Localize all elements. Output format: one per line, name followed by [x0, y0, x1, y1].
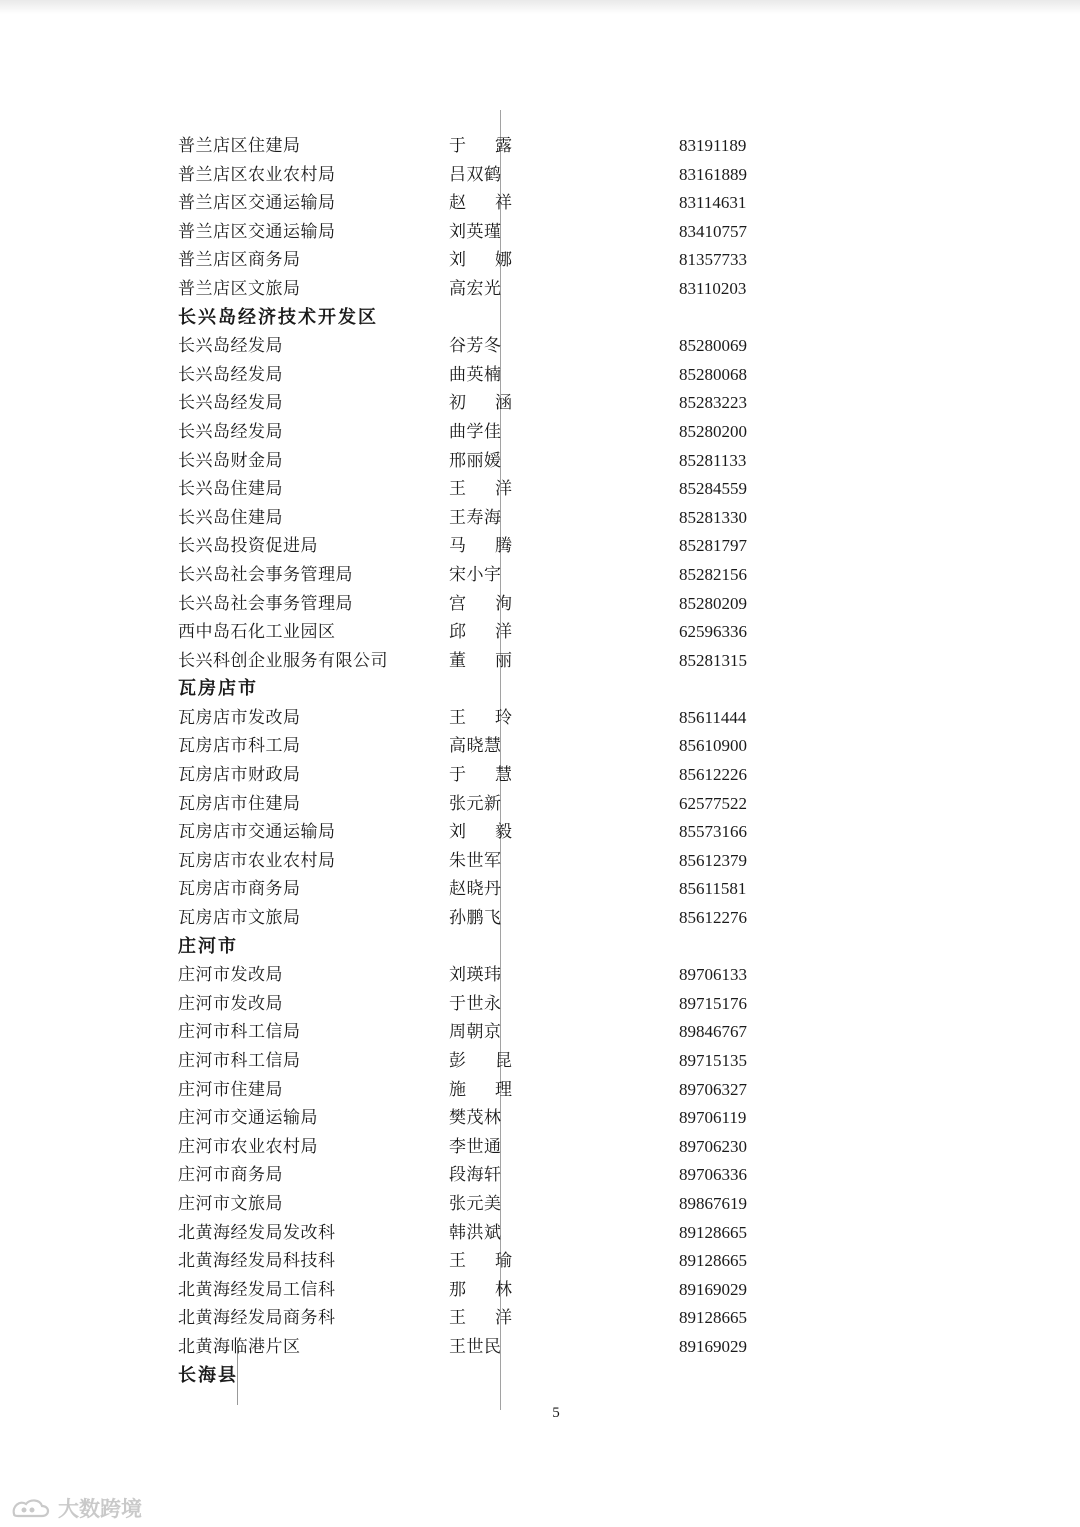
contact-row [0, 875, 1080, 904]
contact-person: 邢丽媛 [449, 450, 502, 471]
contact-row [0, 990, 1080, 1019]
phone-number: 83161889 [679, 164, 747, 184]
contact-person: 刘瑛玮 [449, 965, 502, 986]
contact-row [0, 904, 1080, 933]
contact-person: 王洋 [449, 479, 541, 500]
section-header [0, 933, 1080, 962]
phone-number: 85612276 [679, 908, 747, 928]
organization-name: 长兴岛经发局 [178, 421, 283, 442]
contact-row [0, 590, 1080, 619]
organization-name: 北黄海经发局发改科 [178, 1222, 336, 1243]
contact-row [0, 847, 1080, 876]
contact-person: 谷芳冬 [449, 336, 502, 357]
organization-name: 庄河市商务局 [178, 1165, 283, 1186]
contact-person: 马腾 [449, 536, 541, 557]
phone-number: 62596336 [679, 622, 747, 642]
watermark [10, 1493, 142, 1523]
contact-row [0, 218, 1080, 247]
watermark-text: 大数跨境 [58, 1497, 142, 1521]
contact-person: 施理 [449, 1079, 541, 1100]
contact-person: 张元美 [449, 1193, 502, 1214]
contact-person: 曲学佳 [449, 421, 502, 442]
contact-row [0, 418, 1080, 447]
contact-row [0, 1047, 1080, 1076]
phone-number: 89706119 [679, 1108, 747, 1128]
contact-row [0, 1104, 1080, 1133]
contact-row [0, 761, 1080, 790]
contact-person: 刘毅 [449, 822, 541, 843]
contact-person: 彭昆 [449, 1051, 541, 1071]
contact-row [0, 161, 1080, 190]
contact-person: 李世通 [449, 1136, 502, 1157]
contact-row [0, 475, 1080, 504]
contact-row [0, 189, 1080, 218]
contact-person: 高宏光 [449, 278, 502, 299]
phone-number: 85612379 [679, 850, 747, 870]
contact-person: 于露 [449, 136, 541, 156]
phone-number: 89128665 [679, 1251, 747, 1271]
organization-name: 长兴岛财金局 [178, 450, 283, 471]
contact-person: 吕双鹤 [449, 164, 502, 185]
contact-person: 宫洵 [449, 593, 541, 614]
phone-number: 89846767 [679, 1022, 747, 1042]
contact-row [0, 790, 1080, 819]
phone-number: 85283223 [679, 393, 747, 413]
contact-person: 董丽 [449, 650, 541, 671]
phone-number: 85280209 [679, 593, 747, 613]
contact-row [0, 704, 1080, 733]
scan-edge [0, 0, 1080, 14]
organization-name: 北黄海经发局工信科 [178, 1279, 336, 1300]
organization-name: 瓦房店市发改局 [178, 707, 301, 728]
contact-row [0, 618, 1080, 647]
organization-name: 长兴岛社会事务管理局 [178, 593, 353, 614]
contact-row [0, 332, 1080, 361]
phone-number: 83114631 [679, 193, 747, 213]
phone-number: 89706230 [679, 1136, 747, 1156]
organization-name: 北黄海经发局商务科 [178, 1308, 336, 1329]
contact-person: 高晓慧 [449, 736, 502, 757]
contact-person: 孙鹏飞 [449, 908, 502, 929]
contact-person: 王洋 [449, 1308, 541, 1329]
phone-number: 89715176 [679, 993, 747, 1013]
contact-row [0, 961, 1080, 990]
phone-number: 85573166 [679, 822, 747, 842]
organization-name: 长兴科创企业服务有限公司 [178, 650, 388, 671]
contact-row [0, 1219, 1080, 1248]
contact-person: 韩洪斌 [449, 1222, 502, 1243]
section-title: 长兴岛经济技术开发区 [178, 306, 378, 328]
contact-row [0, 275, 1080, 304]
organization-name: 普兰店区农业农村局 [178, 164, 336, 185]
contact-person: 初涵 [449, 393, 541, 414]
organization-name: 普兰店区住建局 [178, 136, 301, 156]
phone-number: 85284559 [679, 479, 747, 499]
contact-person: 张元新 [449, 793, 502, 814]
organization-name: 长兴岛投资促进局 [178, 536, 318, 557]
phone-number: 85281315 [679, 650, 747, 670]
phone-number: 85612226 [679, 765, 747, 785]
contact-row [0, 561, 1080, 590]
contact-row [0, 246, 1080, 275]
contact-row [0, 389, 1080, 418]
contact-person: 刘娜 [449, 250, 541, 271]
phone-number: 89169029 [679, 1279, 747, 1299]
organization-name: 瓦房店市文旅局 [178, 908, 301, 929]
phone-number: 85282156 [679, 564, 747, 584]
contact-person: 邱洋 [449, 622, 541, 643]
contact-person: 樊茂林 [449, 1108, 502, 1129]
phone-number: 89715135 [679, 1051, 747, 1070]
contact-row [0, 1190, 1080, 1219]
organization-name: 庄河市科工信局 [178, 1022, 301, 1043]
phone-number: 85610900 [679, 736, 747, 756]
contact-row [0, 532, 1080, 561]
phone-number: 89706327 [679, 1079, 747, 1099]
organization-name: 瓦房店市农业农村局 [178, 850, 336, 871]
phone-number: 85280200 [679, 421, 747, 441]
section-header [0, 675, 1080, 704]
contact-person: 赵晓丹 [449, 879, 502, 900]
organization-name: 瓦房店市商务局 [178, 879, 301, 900]
contact-row [0, 818, 1080, 847]
organization-name: 长兴岛经发局 [178, 364, 283, 385]
phone-number: 89128665 [679, 1308, 747, 1328]
contact-row [0, 1076, 1080, 1105]
page-number: 5 [552, 1405, 560, 1421]
organization-name: 庄河市交通运输局 [178, 1108, 318, 1129]
watermark-logo-icon [10, 1496, 52, 1520]
organization-name: 庄河市文旅局 [178, 1193, 283, 1214]
section-header [0, 304, 1080, 333]
contact-row [0, 132, 1080, 161]
phone-number: 83410757 [679, 221, 747, 241]
organization-name: 普兰店区交通运输局 [178, 193, 336, 214]
contact-person: 周朝京 [449, 1022, 502, 1043]
phone-number: 83110203 [679, 278, 747, 298]
contact-person: 赵祥 [449, 193, 541, 214]
phone-number: 89128665 [679, 1222, 747, 1242]
organization-name: 长兴岛住建局 [178, 507, 283, 528]
phone-number: 89867619 [679, 1193, 747, 1213]
organization-name: 瓦房店市交通运输局 [178, 822, 336, 843]
contact-person: 王寿海 [449, 507, 502, 528]
section-title: 瓦房店市 [178, 678, 258, 700]
phone-number: 83191189 [679, 136, 747, 155]
organization-name: 瓦房店市科工局 [178, 736, 301, 757]
contact-row [0, 1247, 1080, 1276]
organization-name: 长兴岛经发局 [178, 336, 283, 357]
contact-row [0, 1333, 1080, 1362]
phone-number: 81357733 [679, 250, 747, 270]
organization-name: 北黄海经发局科技科 [178, 1251, 336, 1272]
phone-number: 89706336 [679, 1165, 747, 1185]
contact-row [0, 361, 1080, 390]
phone-number: 85611444 [679, 707, 747, 727]
phone-number: 62577522 [679, 793, 747, 813]
section-title: 长海县 [178, 1364, 238, 1386]
contact-person: 于世永 [449, 993, 502, 1014]
organization-name: 庄河市住建局 [178, 1079, 283, 1100]
contact-person: 曲英楠 [449, 364, 502, 385]
phone-number: 89169029 [679, 1336, 747, 1356]
contact-row [0, 647, 1080, 676]
contact-person: 于慧 [449, 765, 541, 786]
section-title: 庄河市 [178, 935, 238, 957]
contact-person: 朱世军 [449, 850, 502, 871]
contact-row [0, 447, 1080, 476]
organization-name: 瓦房店市住建局 [178, 793, 301, 814]
phone-number: 85280068 [679, 364, 747, 384]
phone-number: 85281133 [679, 450, 747, 470]
contact-row [0, 1133, 1080, 1162]
organization-name: 长兴岛住建局 [178, 479, 283, 500]
phone-number: 89706133 [679, 965, 747, 985]
contact-row [0, 504, 1080, 533]
contact-person: 王世民 [449, 1336, 502, 1357]
section-header [0, 1362, 1080, 1391]
contact-person: 刘英瑾 [449, 221, 502, 242]
organization-name: 庄河市农业农村局 [178, 1136, 318, 1157]
organization-name: 庄河市发改局 [178, 993, 283, 1014]
organization-name: 普兰店区交通运输局 [178, 221, 336, 242]
organization-name: 瓦房店市财政局 [178, 765, 301, 786]
contact-list [0, 132, 1080, 1390]
organization-name: 西中岛石化工业园区 [178, 622, 336, 643]
contact-person: 宋小宇 [449, 564, 502, 585]
contact-person: 那林 [449, 1279, 541, 1300]
phone-number: 85280069 [679, 336, 747, 356]
contact-person: 段海轩 [449, 1165, 502, 1186]
contact-row [0, 1276, 1080, 1305]
organization-name: 庄河市发改局 [178, 965, 283, 986]
organization-name: 普兰店区商务局 [178, 250, 301, 271]
phone-number: 85281797 [679, 536, 747, 556]
phone-number: 85611581 [679, 879, 747, 899]
organization-name: 北黄海临港片区 [178, 1336, 301, 1357]
phone-number: 85281330 [679, 507, 747, 527]
organization-name: 普兰店区文旅局 [178, 278, 301, 299]
contact-person: 王瑜 [449, 1251, 541, 1272]
organization-name: 长兴岛社会事务管理局 [178, 564, 353, 585]
contact-row [0, 732, 1080, 761]
organization-name: 长兴岛经发局 [178, 393, 283, 414]
organization-name: 庄河市科工信局 [178, 1051, 301, 1071]
contact-person: 王玲 [449, 707, 541, 728]
contact-row [0, 1161, 1080, 1190]
contact-row [0, 1018, 1080, 1047]
contact-row [0, 1304, 1080, 1333]
